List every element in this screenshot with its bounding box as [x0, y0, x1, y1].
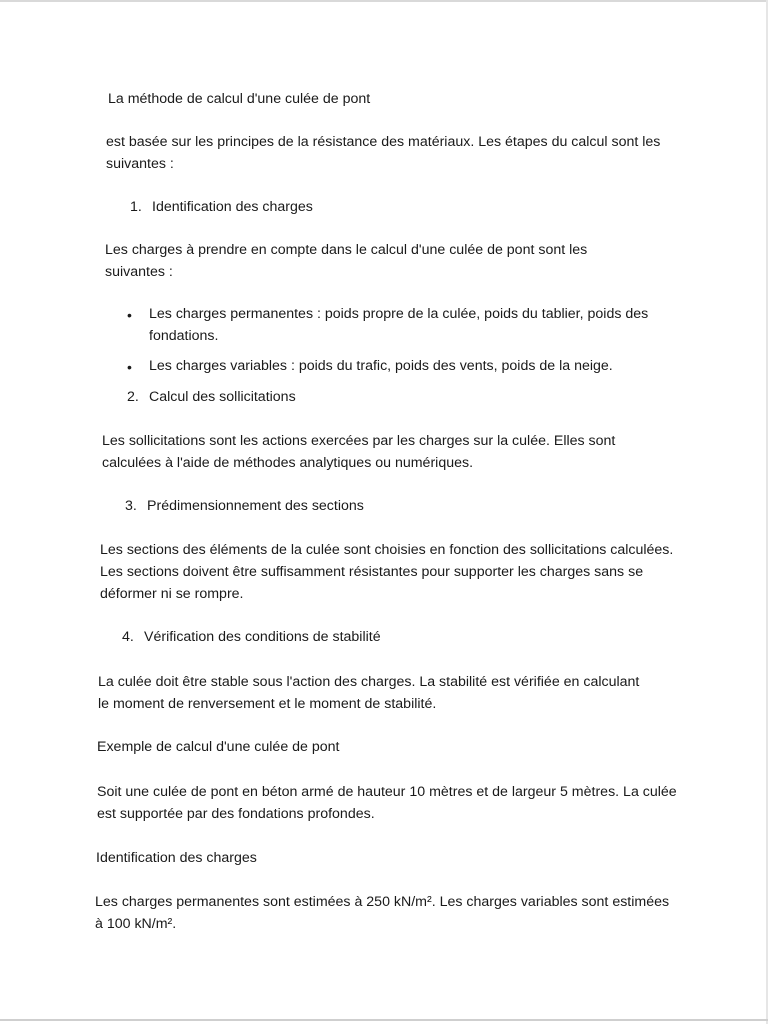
- bullet-item-2: Les charges variables : poids du trafic, poids des vents, poids de la neige.: [149, 358, 613, 374]
- step-3-item: [125, 495, 364, 517]
- step-1-number: 1.: [130, 199, 142, 215]
- step-4-item: [122, 626, 381, 648]
- step-3-number: 3.: [125, 498, 137, 514]
- identification-paragraph: Les charges permanentes sont estimées à 250 kN/m². Les charges variables sont estimées à 100 kN/m².: [95, 894, 670, 932]
- step-1-item: [130, 196, 313, 218]
- step-2-number: 2.: [127, 389, 139, 405]
- document-title: La méthode de calcul d'une culée de pont: [108, 91, 371, 107]
- page-bottom-edge: [0, 1019, 768, 1021]
- page-top-edge: [0, 0, 768, 2]
- step-1-label: Identification des charges: [152, 199, 313, 215]
- step-2-paragraph: Les sollicitations sont les actions exercées par les charges sur la culée. Elles sont calculées à l'aide de méthodes analytiques ou numériques.: [102, 433, 616, 471]
- step-2-label: Calcul des sollicitations: [149, 389, 296, 405]
- example-heading: Exemple de calcul d'une culée de pont: [97, 739, 340, 755]
- bullet-icon: •: [127, 307, 132, 323]
- step-2-item: [127, 386, 296, 408]
- step-4-paragraph: La culée doit être stable sous l'action des charges. La stabilité est vérifiée en calculant le moment de renversement et le moment de stabilité.: [98, 674, 640, 712]
- step-4-number: 4.: [122, 629, 134, 645]
- intro-paragraph: est basée sur les principes de la résistance des matériaux. Les étapes du calcul sont les suivantes :: [106, 134, 661, 172]
- bullet-item-1: Les charges permanentes : poids propre de la culée, poids du tablier, poids des fondations.: [149, 306, 649, 344]
- example-paragraph: Soit une culée de pont en béton armé de hauteur 10 mètres et de largeur 5 mètres. La culée est supportée par des fondations profondes.: [97, 784, 677, 822]
- identification-heading: Identification des charges: [96, 850, 257, 866]
- step-1-paragraph: Les charges à prendre en compte dans le calcul d'une culée de pont sont les suivantes :: [105, 242, 588, 280]
- step-3-label: Prédimensionnement des sections: [147, 498, 364, 514]
- step-3-paragraph: Les sections des éléments de la culée sont choisies en fonction des sollicitations calculées. Les sections doivent être suffisamment résistantes pour supporter les charges sans se déformer ni se rompre.: [100, 542, 674, 602]
- step-4-label: Vérification des conditions de stabilité: [144, 629, 381, 645]
- bullet-icon: •: [127, 359, 132, 375]
